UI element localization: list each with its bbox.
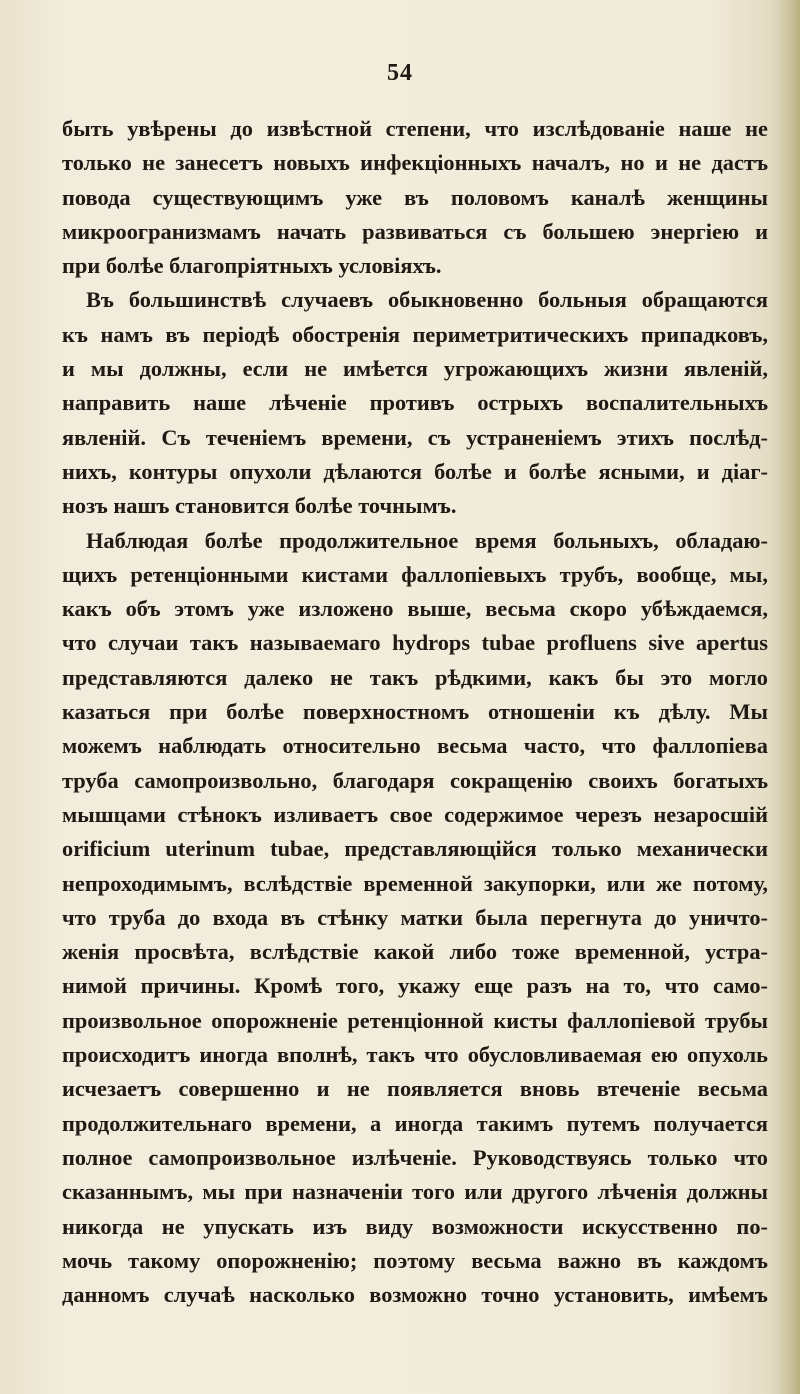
paragraph-start-line: Въ большинствѣ случаевъ обыкновенно больныя обращаются bbox=[86, 287, 768, 313]
text-line: и мы должны, если не имѣется угрожающихъ жизни явленій, bbox=[62, 356, 768, 382]
text-line: полное самопроизвольное излѣченіе. Руководствуясь только что bbox=[62, 1144, 768, 1170]
text-line: щихъ ретенціонными кистами фаллопіевыхъ трубъ, вообще, мы, bbox=[62, 561, 768, 587]
text-line: сказаннымъ, мы при назначеніи того или другого лѣченія должны bbox=[62, 1179, 768, 1205]
page-number: 54 bbox=[387, 60, 413, 86]
text-line: при болѣе благопріятныхъ условіяхъ. bbox=[62, 253, 442, 279]
text-line: данномъ случаѣ насколько возможно точно установить, имѣемъ bbox=[62, 1282, 768, 1308]
text-line: повода существующимъ уже въ половомъ каналѣ женщины bbox=[62, 184, 768, 210]
text-line: произвольное опорожненіе ретенціонной кисты фаллопіевой трубы bbox=[62, 1007, 768, 1033]
text-line: къ намъ въ періодѣ обостренія периметритическихъ припадковъ, bbox=[62, 321, 768, 347]
text-line: продолжительнаго времени, а иногда такимъ путемъ получается bbox=[62, 1110, 768, 1136]
text-line: труба самопроизвольно, благодаря сокращенію своихъ богатыхъ bbox=[62, 767, 768, 793]
text-line: мочь такому опорожненію; поэтому весьма важно въ каждомъ bbox=[62, 1247, 768, 1273]
text-line: нозъ нашъ становится болѣе точнымъ. bbox=[62, 493, 457, 519]
text-line: можемъ наблюдать относительно весьма часто, что фаллопіева bbox=[62, 733, 768, 759]
text-line: orificium uterinum tubae, представляющійся только механически bbox=[62, 836, 768, 862]
text-line: представляются далеко не такъ рѣдкими, какъ бы это могло bbox=[62, 664, 768, 690]
text-line: происходитъ иногда вполнѣ, такъ что обусловливаемая ею опухоль bbox=[62, 1042, 768, 1068]
text-line: казаться при болѣе поверхностномъ отношеніи къ дѣлу. Мы bbox=[62, 699, 768, 725]
text-line: направить наше лѣченіе противъ острыхъ воспалительныхъ bbox=[62, 390, 768, 416]
text-line: быть увѣрены до извѣстной степени, что изслѣдованіе наше не bbox=[62, 116, 768, 141]
text-line: что труба до входа въ стѣнку матки была перегнута до уничто- bbox=[62, 904, 768, 930]
body-text bbox=[62, 112, 768, 1312]
page-edge-shadow bbox=[778, 0, 800, 1394]
text-line: исчезаетъ совершенно и не появляется вновь втеченіе весьма bbox=[62, 1076, 768, 1102]
text-line: нихъ, контуры опухоли дѣлаются болѣе и болѣе ясными, и діаг- bbox=[62, 458, 768, 484]
text-line: нимой причины. Кромѣ того, укажу еще разъ на то, что само- bbox=[62, 973, 768, 999]
text-line: непроходимымъ, вслѣдствіе временной закупорки, или же потому, bbox=[62, 870, 768, 896]
text-line: женія просвѣта, вслѣдствіе какой либо тоже временной, устра- bbox=[62, 939, 768, 965]
text-line: явленій. Съ теченіемъ времени, съ устраненіемъ этихъ послѣд- bbox=[62, 424, 768, 450]
text-line: мышцами стѣнокъ изливаетъ свое содержимое черезъ незаросшій bbox=[62, 801, 768, 827]
text-line: микроогранизмамъ начать развиваться съ большею энергіею и bbox=[62, 218, 768, 244]
text-line: что случаи такъ называемаго hydrops tubae profluens sive apertus bbox=[62, 630, 768, 656]
paragraph-start-line: Наблюдая болѣе продолжительное время больныхъ, обладаю- bbox=[86, 527, 768, 553]
text-line: только не занесетъ новыхъ инфекціонныхъ началъ, но и не дастъ bbox=[62, 150, 768, 176]
text-line: какъ объ этомъ уже изложено выше, весьма скоро убѣждаемся, bbox=[62, 596, 768, 622]
text-line: никогда не упускать изъ виду возможности искусственно по- bbox=[62, 1213, 768, 1239]
